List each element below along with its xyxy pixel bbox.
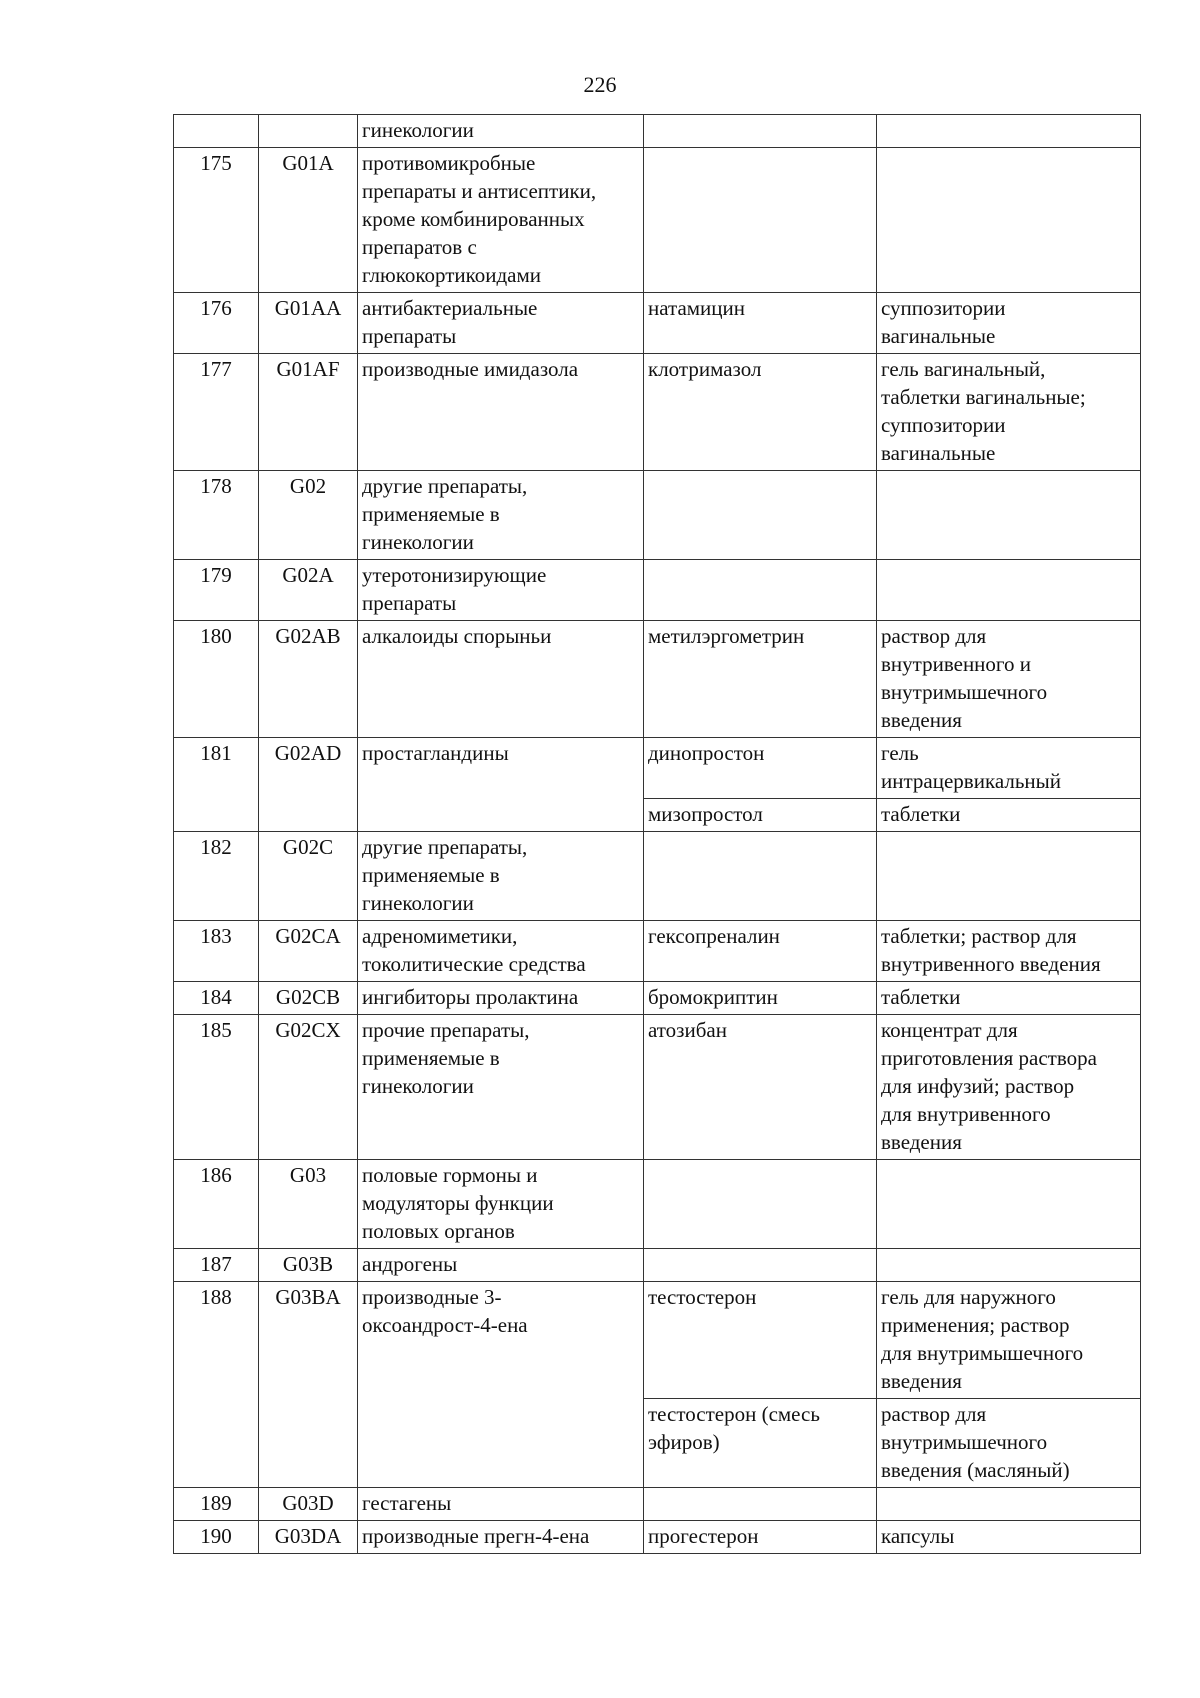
drug-name [644,832,877,921]
cell-text-line: клотримазол [648,357,762,381]
drug-name [644,621,877,738]
cell-text-line: утеротонизирующие [362,563,547,587]
cell-text-line: кроме комбинированных [362,207,585,231]
drug-name [644,471,877,560]
anatomical-therapeutic-group [358,921,644,982]
table-row [174,115,1141,148]
cell-text-line: препараты [362,324,457,348]
anatomical-therapeutic-group [358,1249,644,1282]
cell-text-line: противомикробные [362,151,536,175]
drug-name [644,1160,877,1249]
anatomical-therapeutic-group [358,1015,644,1160]
cell-text-line: ингибиторы пролактина [362,985,579,1009]
cell-text-line: применяемые в [362,863,500,887]
drug-name [644,799,877,832]
table-row [174,621,1141,738]
atc-code: G02A [259,560,358,621]
anatomical-therapeutic-group [358,982,644,1015]
cell-text-line: таблетки; раствор для [881,924,1077,948]
cell-text-line: приготовления раствора [881,1046,1097,1070]
dosage-form [877,1160,1141,1249]
table-row [174,832,1141,921]
cell-text-line: вагинальные [881,441,996,465]
anatomical-therapeutic-group [358,471,644,560]
cell-text-line: для внутривенного [881,1102,1051,1126]
cell-text-line: препаратов с [362,235,477,259]
cell-text-line: прочие препараты, [362,1018,530,1042]
table-row [174,738,1141,799]
table-row [174,1015,1141,1160]
cell-text-line: введения [881,1369,962,1393]
cell-text-line: гинекологии [362,891,474,915]
cell-text-line: для внутримышечного [881,1341,1084,1365]
drug-table [173,114,1141,1554]
atc-code: G01AA [259,293,358,354]
row-number: 183 [174,921,259,982]
cell-text-line: бромокриптин [648,985,778,1009]
cell-text-line: гинекологии [362,530,474,554]
drug-name [644,982,877,1015]
dosage-form [877,799,1141,832]
table-row [174,293,1141,354]
anatomical-therapeutic-group [358,148,644,293]
cell-text-line: антибактериальные [362,296,538,320]
cell-text-line: таблетки вагинальные; [881,385,1086,409]
anatomical-therapeutic-group [358,1160,644,1249]
cell-text-line: прогестерон [648,1524,759,1548]
cell-text-line: внутривенного введения [881,952,1101,976]
dosage-form [877,560,1141,621]
atc-code: G02CA [259,921,358,982]
atc-code: G03DA [259,1521,358,1554]
row-number: 189 [174,1488,259,1521]
atc-code: G02C [259,832,358,921]
anatomical-therapeutic-group [358,293,644,354]
atc-code: G03 [259,1160,358,1249]
cell-text-line: капсулы [881,1524,955,1548]
cell-text-line: гель [881,741,919,765]
table-row [174,921,1141,982]
cell-text-line: гинекологии [362,118,474,142]
table-row [174,148,1141,293]
cell-text-line: препараты [362,591,457,615]
cell-text-line: гель для наружного [881,1285,1056,1309]
atc-code: G02CB [259,982,358,1015]
dosage-form [877,1521,1141,1554]
cell-text-line: суппозитории [881,413,1006,437]
table-row [174,1160,1141,1249]
dosage-form [877,1399,1141,1488]
dosage-form [877,921,1141,982]
drug-name [644,354,877,471]
row-number: 187 [174,1249,259,1282]
table-row [174,471,1141,560]
cell-text-line: производные прегн-4-ена [362,1524,590,1548]
cell-text-line: введения [881,1130,962,1154]
table-row [174,1282,1141,1399]
dosage-form [877,471,1141,560]
cell-text-line: раствор для [881,1402,987,1426]
cell-text-line: гель вагинальный, [881,357,1046,381]
row-number: 190 [174,1521,259,1554]
atc-code: G03D [259,1488,358,1521]
anatomical-therapeutic-group [358,621,644,738]
cell-text-line: адреномиметики, [362,924,518,948]
cell-text-line: оксоандрост-4-ена [362,1313,528,1337]
drug-name [644,115,877,148]
anatomical-therapeutic-group [358,832,644,921]
atc-code: G01AF [259,354,358,471]
cell-text-line: для инфузий; раствор [881,1074,1075,1098]
anatomical-therapeutic-group [358,115,644,148]
cell-text-line: токолитические средства [362,952,586,976]
atc-code: G02AB [259,621,358,738]
table-row [174,1488,1141,1521]
row-number: 177 [174,354,259,471]
drug-name [644,1488,877,1521]
row-number: 185 [174,1015,259,1160]
anatomical-therapeutic-group [358,354,644,471]
table-body [174,115,1141,1554]
row-number: 180 [174,621,259,738]
row-number: 178 [174,471,259,560]
cell-text-line: применяемые в [362,1046,500,1070]
cell-text-line: модуляторы функции [362,1191,554,1215]
cell-text-line: производные 3- [362,1285,502,1309]
row-number: 181 [174,738,259,832]
dosage-form [877,115,1141,148]
cell-text-line: введения [881,708,962,732]
row-number: 184 [174,982,259,1015]
dosage-form [877,293,1141,354]
cell-text-line: применения; раствор [881,1313,1070,1337]
dosage-form [877,621,1141,738]
cell-text-line: другие препараты, [362,474,528,498]
anatomical-therapeutic-group [358,1521,644,1554]
cell-text-line: гестагены [362,1491,452,1515]
cell-text-line: концентрат для [881,1018,1018,1042]
row-number: 188 [174,1282,259,1488]
table-row [174,982,1141,1015]
drug-name [644,1249,877,1282]
drug-name [644,1521,877,1554]
cell-text-line: суппозитории [881,296,1006,320]
cell-text-line: гинекологии [362,1074,474,1098]
atc-code: G01A [259,148,358,293]
row-number: 179 [174,560,259,621]
table-row [174,1249,1141,1282]
cell-text-line: внутримышечного [881,1430,1048,1454]
dosage-form [877,738,1141,799]
row-number: 182 [174,832,259,921]
row-number: 186 [174,1160,259,1249]
cell-text-line: половых органов [362,1219,515,1243]
anatomical-therapeutic-group [358,1488,644,1521]
table-row [174,560,1141,621]
cell-text-line: андрогены [362,1252,458,1276]
anatomical-therapeutic-group [358,560,644,621]
cell-text-line: интрацервикальный [881,769,1061,793]
atc-code: G03B [259,1249,358,1282]
cell-text-line: таблетки [881,802,961,826]
dosage-form [877,354,1141,471]
drug-name [644,560,877,621]
cell-text-line: динопростон [648,741,765,765]
dosage-form [877,1249,1141,1282]
dosage-form [877,832,1141,921]
cell-text-line: таблетки [881,985,961,1009]
cell-text-line: простагландины [362,741,509,765]
drug-name [644,148,877,293]
row-number: 175 [174,148,259,293]
cell-text-line: алкалоиды спорыньи [362,624,552,648]
cell-text-line: тестостерон [648,1285,757,1309]
drug-name [644,1282,877,1399]
cell-text-line: натамицин [648,296,746,320]
atc-code: G02AD [259,738,358,832]
drug-name [644,293,877,354]
table-row [174,354,1141,471]
table-row [174,1521,1141,1554]
anatomical-therapeutic-group [358,1282,644,1488]
cell-text-line: эфиров) [648,1430,720,1454]
drug-name [644,1015,877,1160]
atc-code: G02 [259,471,358,560]
drug-name [644,738,877,799]
row-number: 176 [174,293,259,354]
cell-text-line: препараты и антисептики, [362,179,597,203]
page-number: 226 [583,72,617,97]
dosage-form [877,1015,1141,1160]
atc-code: G02CX [259,1015,358,1160]
cell-text-line: мизопростол [648,802,763,826]
dosage-form [877,1282,1141,1399]
cell-text-line: другие препараты, [362,835,528,859]
atc-code [259,115,358,148]
cell-text-line: гексопреналин [648,924,780,948]
cell-text-line: атозибан [648,1018,727,1042]
cell-text-line: внутримышечного [881,680,1048,704]
cell-text-line: вагинальные [881,324,996,348]
row-number [174,115,259,148]
cell-text-line: введения (масляный) [881,1458,1070,1482]
dosage-form [877,982,1141,1015]
cell-text-line: глюкокортикоидами [362,263,542,287]
cell-text-line: метилэргометрин [648,624,805,648]
dosage-form [877,1488,1141,1521]
anatomical-therapeutic-group [358,738,644,832]
cell-text-line: внутривенного и [881,652,1031,676]
cell-text-line: раствор для [881,624,987,648]
cell-text-line: применяемые в [362,502,500,526]
cell-text-line: тестостерон (смесь [648,1402,820,1426]
atc-code: G03BA [259,1282,358,1488]
drug-name [644,1399,877,1488]
dosage-form [877,148,1141,293]
cell-text-line: половые гормоны и [362,1163,538,1187]
drug-name [644,921,877,982]
cell-text-line: производные имидазола [362,357,579,381]
